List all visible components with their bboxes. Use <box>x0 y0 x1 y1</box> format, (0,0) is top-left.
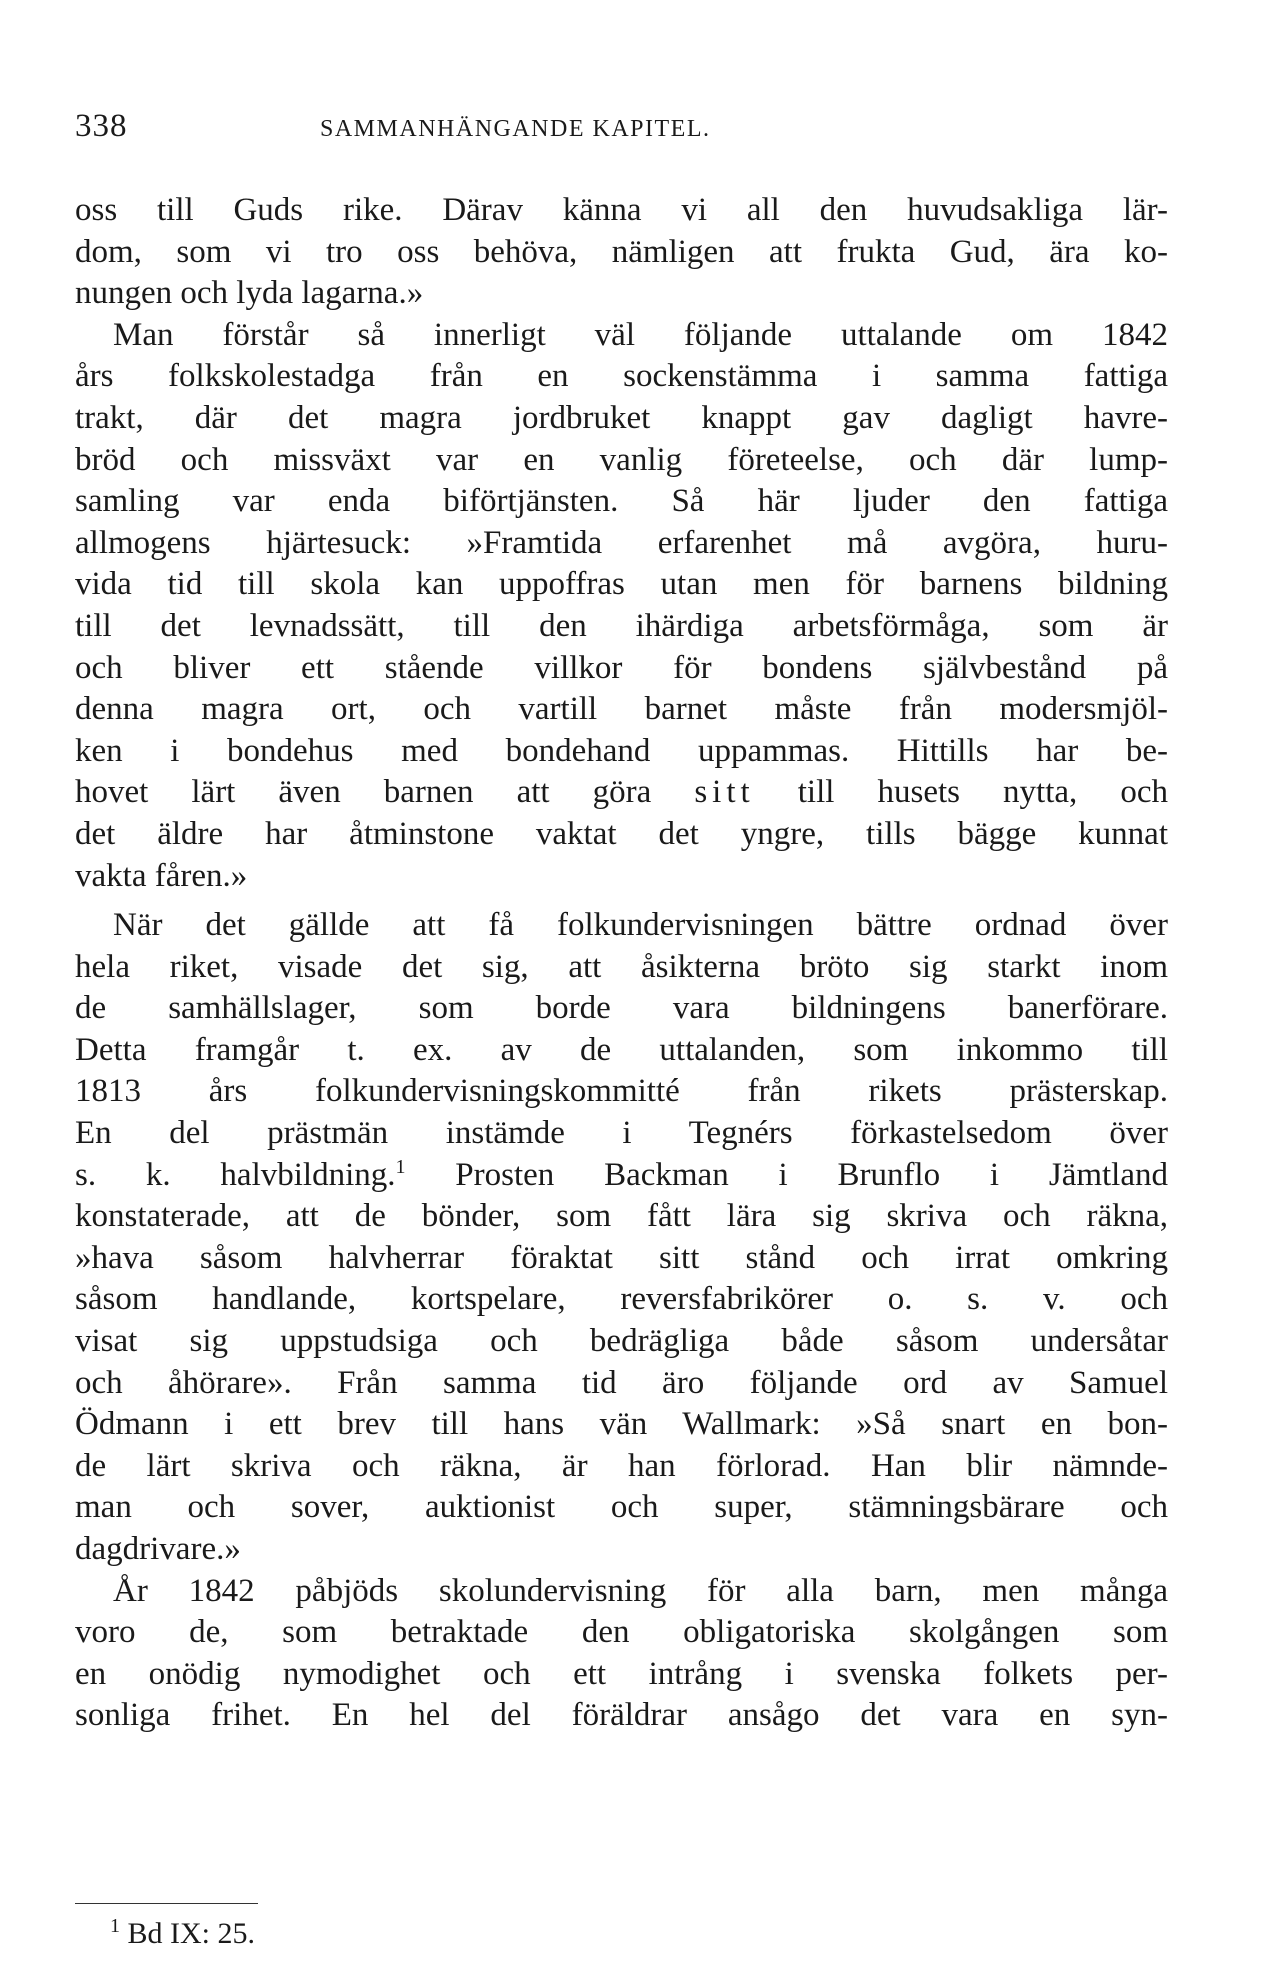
text-line: ken i bondehus med bondehand uppammas. Hittills har be- <box>75 732 1168 769</box>
text-line: 1813 års folkundervisningskommitté från rikets prästerskap. <box>75 1073 1168 1110</box>
page-header <box>75 108 1175 148</box>
text-line: Detta framgår t. ex. av de uttalanden, som inkommo till <box>75 1031 1168 1068</box>
paragraph <box>75 1571 1168 1737</box>
text-line: det äldre har åtminstone vaktat det yngre, tills bägge kunnat <box>75 815 1168 852</box>
footnote-text: Bd IX: 25. <box>127 1917 255 1950</box>
text-line: de lärt skriva och räkna, är han förlorad. Han blir nämnde- <box>75 1447 1168 1484</box>
text-line: »hava såsom halvherrar föraktat sitt stånd och irrat omkring <box>75 1239 1168 1276</box>
text-line: voro de, som betraktade den obligatoriska skolgången som <box>75 1614 1168 1651</box>
text-line: till det levnadssätt, till den ihärdiga arbetsförmåga, som är <box>75 607 1168 644</box>
paragraph <box>75 315 1168 897</box>
text-line: såsom handlande, kortspelare, reversfabrikörer o. s. v. och <box>75 1281 1168 1318</box>
text-line: dagdrivare.» <box>75 1531 241 1567</box>
text-line: sonliga frihet. En hel del föräldrar ansågo det vara en syn- <box>75 1697 1168 1734</box>
text-line: allmogens hjärtesuck: »Framtida erfarenhet må avgöra, huru- <box>75 524 1168 561</box>
text-line: samling var enda biförtjänsten. Så här ljuder den fattiga <box>75 483 1168 520</box>
text-line <box>75 772 1168 814</box>
text-line: vida tid till skola kan uppoffras utan men för barnens bildning <box>75 566 1168 603</box>
text-line: denna magra ort, och vartill barnet måste från modersmjöl- <box>75 691 1168 728</box>
text-segment: s. k. halvbildning. <box>75 1156 396 1193</box>
page-number: 338 <box>75 108 128 144</box>
footnote-divider <box>75 1903 258 1904</box>
text-line: de samhällslager, som borde vara bildningens banerförare. <box>75 990 1168 1027</box>
text-line: En del prästmän instämde i Tegnérs förkastelsedom över <box>75 1115 1168 1152</box>
text-line: dom, som vi tro oss behöva, nämligen att frukta Gud, ära ko- <box>75 233 1168 270</box>
running-head: SAMMANHÄNGANDE KAPITEL. <box>320 116 711 142</box>
text-line: visat sig uppstudsiga och bedrägliga både såsom undersåtar <box>75 1323 1168 1360</box>
text-line: bröd och missväxt var en vanlig företeelse, och där lump- <box>75 441 1168 478</box>
text-line: vakta fåren.» <box>75 857 248 894</box>
footnote-marker: 1 <box>110 1915 120 1937</box>
text-segment: hovet lärt även barnen att göra <box>75 774 695 811</box>
text-line: en onödig nymodighet och ett intrång i svenska folkets per- <box>75 1655 1168 1692</box>
text-line: När det gällde att få folkundervisningen bättre ordnad över <box>113 907 1168 944</box>
text-line: År 1842 påbjöds skolundervisning för alla barn, men många <box>113 1572 1168 1609</box>
text-segment: Prosten Backman i Brunflo i Jämtland <box>405 1156 1168 1193</box>
paragraph <box>75 190 1168 315</box>
footnote-reference: 1 <box>395 1155 406 1178</box>
footnote <box>110 1914 255 1954</box>
text-line: och bliver ett stående villkor för bondens självbestånd på <box>75 649 1168 686</box>
emphasized-word: sitt <box>694 774 755 811</box>
text-line: konstaterade, att de bönder, som fått lära sig skriva och räkna, <box>75 1198 1168 1235</box>
text-line: hela riket, visade det sig, att åsikterna bröto sig starkt inom <box>75 948 1168 985</box>
text-line: års folkskolestadga från en sockenstämma i samma fattiga <box>75 358 1168 395</box>
text-line: Ödmann i ett brev till hans vän Wallmark: »Så snart en bon- <box>75 1406 1168 1443</box>
text-line: trakt, där det magra jordbruket knappt gav dagligt havre- <box>75 399 1168 436</box>
text-line: nungen och lyda lagarna.» <box>75 275 424 312</box>
paragraph <box>75 905 1168 1571</box>
text-line: Man förstår så innerligt väl följande uttalande om 1842 <box>113 316 1168 353</box>
text-line: och åhörare». Från samma tid äro följande ord av Samuel <box>75 1364 1168 1401</box>
text-line: man och sover, auktionist och super, stämningsbärare och <box>75 1489 1168 1526</box>
text-segment: till husets nytta, och <box>754 774 1168 811</box>
text-line: oss till Guds rike. Därav känna vi all den huvudsakliga lär- <box>75 192 1168 228</box>
body-text <box>75 190 1168 1737</box>
text-line <box>75 1155 1168 1197</box>
